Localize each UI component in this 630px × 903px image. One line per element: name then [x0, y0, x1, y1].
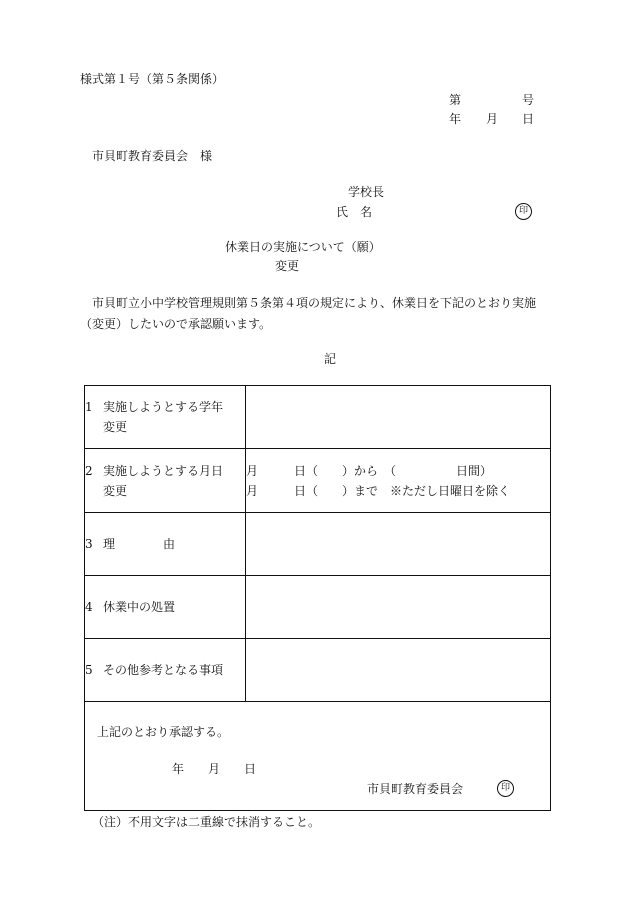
approval-seal [497, 779, 514, 797]
seal-mark: 印 [497, 780, 514, 797]
row-label: 1 実施しようとする学年 変更 [85, 386, 246, 449]
measures-field[interactable] [246, 576, 551, 639]
subject-title: 休業日の実施について（願） [225, 240, 381, 254]
table-row [85, 386, 551, 449]
row-label: 2 実施しようとする月日 変更 [85, 449, 246, 513]
other-field[interactable] [246, 639, 551, 702]
dates-from: 月 日（ ）から （ 日間） [246, 463, 493, 478]
approval-box [85, 702, 551, 811]
body-line-1: 市貝町立小中学校管理規則第５条第４項の規定により、休業日を下記のとおり実施 [92, 296, 537, 310]
doc-number-suffix: 号 [522, 93, 535, 107]
ki-heading: 記 [324, 352, 337, 366]
seal-mark: 印 [515, 203, 532, 220]
table-row [85, 449, 551, 513]
table-row [85, 639, 551, 702]
body-line-2: （変更）したいので承認願います。 [80, 317, 272, 331]
row-label: 4 休業中の処置 [85, 576, 246, 639]
row-label: 3 理 由 [85, 513, 246, 576]
sender-seal [515, 202, 532, 220]
approval-date: 年 月 日 [172, 762, 257, 776]
table-row [85, 513, 551, 576]
table-row [85, 576, 551, 639]
sender-title: 学校長 [348, 185, 385, 199]
approval-row [85, 702, 551, 811]
approval-board: 市貝町教育委員会 [367, 782, 464, 796]
footnote: （注）不用文字は二重線で抹消すること。 [92, 815, 321, 829]
addressee: 市貝町教育委員会 様 [92, 149, 213, 163]
date-day: 日 [522, 112, 535, 126]
doc-number-prefix: 第 [449, 93, 462, 107]
subject-alt: 変更 [275, 259, 300, 273]
reason-field[interactable] [246, 513, 551, 576]
form-number: 様式第１号（第５条関係） [80, 72, 225, 86]
grade-field[interactable] [246, 386, 551, 449]
dates-to: 月 日（ ）まで ※ただし日曜日を除く [246, 483, 511, 498]
approval-text: 上記のとおり承認する。 [97, 725, 230, 739]
date-month: 月 [486, 112, 499, 126]
sender-name-label: 氏 名 [336, 205, 373, 219]
date-year: 年 [449, 112, 462, 126]
row-label: 5 その他参考となる事項 [85, 639, 246, 702]
dates-field[interactable] [246, 449, 551, 513]
application-table [84, 385, 551, 811]
